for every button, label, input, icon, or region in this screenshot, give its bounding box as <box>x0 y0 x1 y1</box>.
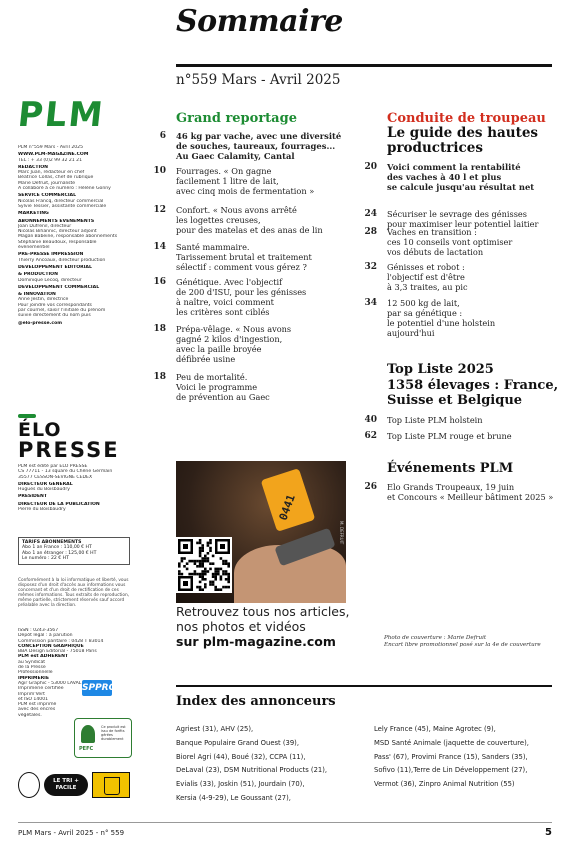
credits-line: Pour joindre vos correspondants <box>18 302 92 308</box>
credits-line: @elo-presse.com <box>18 320 63 326</box>
credits-line: Magali Babeine, responsable abonnements <box>18 234 118 240</box>
index-entry: Sofivo (11),Terre de Lin Développement (27), <box>374 766 528 775</box>
legal-line: CONCEPTION GRAPHIQUE <box>18 643 84 649</box>
credits-line: Joan Dufrenil, directeur <box>18 223 72 229</box>
index-entry: Banque Populaire Grand Ouest (39), <box>176 738 299 747</box>
index-entry: Vermot (36), Zinpro Animal Nutrition (55) <box>374 780 515 789</box>
index-rule <box>176 685 552 687</box>
credits-line: SERVICE COMMERCIAL <box>18 193 77 199</box>
page-number: 5 <box>545 827 552 838</box>
tree-icon <box>81 725 95 743</box>
credits-line: PRÉ-PRESSE IMPRESSION <box>18 252 84 258</box>
toc-entry-text: Top Liste PLM rouge et brune <box>387 431 512 441</box>
legal-line: PLM est imprimé <box>18 702 57 708</box>
toc-page-number: 40 <box>364 415 377 425</box>
credits-block <box>18 145 160 326</box>
toc-entry-text: Confort. « Nous avons arrêté les logettes creuses, pour des matelas et des anas de lin <box>176 205 323 235</box>
credits-line: Sylvie Tessier, assistante commerciale <box>18 203 107 209</box>
credits-line: Nicolas Francq, directeur commercial <box>18 198 104 204</box>
toc-entry-text: Santé mammaire. Tarissement brutal et traitement sélectif : comment vous gérez ? <box>176 242 312 272</box>
publisher-line: Hugues du Boisbaudry <box>18 487 70 493</box>
legal-line: de la Presse <box>18 665 46 671</box>
publisher-line: PRÉSIDENT <box>18 494 47 500</box>
credits-line: RÉDACTION <box>18 164 49 170</box>
issue-rule <box>176 64 552 67</box>
index-entry: Pass' (67), Provimi France (15), Sanders (35), <box>374 752 528 761</box>
toc-page-number: 18 <box>153 372 166 382</box>
legal-line: Dépôt légal : à parution <box>18 633 73 639</box>
leaf-icon <box>18 414 36 418</box>
legal-line: ISSN : 0243-3567 <box>18 628 59 633</box>
toc-entry-text: 46 kg par vache, avec une diversité de souches, taureaux, fourrages... Au Gaec Calamity, Cantal <box>176 131 342 161</box>
toc-entry-text: Prépa-vêlage. « Nous avons gagné 2 kilos d'ingestion, avec la paille broyée défibrée usine <box>176 324 292 364</box>
legal-line: PLM est ADHÉRENT <box>18 654 69 660</box>
plm-logo: PLM <box>15 95 107 135</box>
toc-page-number: 24 <box>364 209 377 219</box>
credits-line: par courriel, saisir l'initiale du prénom <box>18 308 106 314</box>
photo-credit: M. DEFRUIT <box>339 521 344 545</box>
toc-page-number: 20 <box>364 162 377 172</box>
section-title-grand-reportage: Grand reportage <box>176 111 297 126</box>
index-entry: MSD Santé Animale (jaquette de couverture), <box>374 738 529 747</box>
issue-label: n°559 Mars - Avril 2025 <box>176 72 341 88</box>
index-entry: Lely France (45), Maine Agrotec (9), <box>374 725 496 733</box>
publisher-line: Pierre du Boisbaudry <box>18 507 66 513</box>
qr-code[interactable] <box>176 537 232 593</box>
toc-entry-text: Top Liste PLM holstein <box>387 415 483 425</box>
toc-entry-text: Elo Grands Troupeaux, 19 juin et Concours « Meilleur bâtiment 2025 » <box>387 482 554 502</box>
toc-page-number: 10 <box>153 166 166 176</box>
legal-line: avec des encres <box>18 707 56 713</box>
legal-line: IMPRIMERIE <box>18 675 49 681</box>
legal-line: et ISO 14001 <box>18 696 49 702</box>
credits-line: & PRODUCTION <box>18 272 58 278</box>
toc-entry-text: Génisses et robot : l'objectif est d'être à 3,3 traites, au pic <box>387 262 468 292</box>
credits-line: & INNOVATION <box>18 292 56 298</box>
credits-line: WWW.PLM-MAGAZINE.COM <box>18 152 89 158</box>
credits-line: Nicolas Bihannic, directeur adjoint <box>18 229 97 235</box>
conduite-headline: Le guide des hautes productrices <box>387 125 539 156</box>
credits-line: Stéphanie Beaudoux, responsable <box>18 239 97 245</box>
index-title: Index des annonceurs <box>176 694 336 709</box>
legal-info-block <box>18 628 136 718</box>
toc-entry-text: Peu de mortalité. Voici le programme de prévention au Gaec <box>176 372 270 402</box>
index-entry: DeLaval (23), DSM Nutritional Products (21), <box>176 766 328 775</box>
top-liste-headline: Top Liste 2025 1358 élevages : France, Suisse et Belgique <box>387 362 559 408</box>
credits-line: événementiel <box>18 245 50 251</box>
publisher-line: 35577 CESSON-SÉVIGNÉ CEDEX <box>18 474 93 480</box>
toc-entry-text: Fourrages. « On gagne facilement 1 litre de lait, avec cinq mois de fermentation » <box>176 166 315 196</box>
credits-line: Marie Defruit, journaliste <box>18 180 76 186</box>
legal-notice: Conformément à la loi informatique et liberté, vous disposez d'un droit d'accès aux informations vous concernant et d'un droit de rectification de ces mêmes informations. Tous extraits de reproduction, même partielle, strictement réservés sauf accord préalable avec la direction. <box>18 578 130 608</box>
elo-presse-logo: ÉLO PRESSE <box>18 420 108 460</box>
events-headline: Événements PLM <box>387 461 514 476</box>
credits-line: ABONNEMENTS ÉVÉNEMENTS <box>18 218 95 224</box>
index-entry: Agriest (31), AHV (25), <box>176 725 254 733</box>
recycling-person-icon <box>18 772 40 798</box>
publisher-block <box>18 464 160 512</box>
toc-page-number: 14 <box>153 242 166 252</box>
legal-line: végétales. <box>18 712 42 718</box>
toc-page-number: 28 <box>364 227 377 237</box>
sppro-logo: SPPRO <box>82 680 112 696</box>
legal-line: BBA Design Editorial - 75018 Paris <box>18 649 97 655</box>
toc-entry-text: Voici comment la rentabilité des vaches à 40 l et plus se calcule jusqu'au résultat net <box>387 162 535 192</box>
ear-tag-number: 0441 <box>276 492 298 523</box>
toc-entry-text: 12 500 kg de lait, par sa génétique : le potentiel d'une holstein aujourd'hui <box>387 298 496 338</box>
toc-page-number: 34 <box>364 298 377 308</box>
credits-line: Béatrice Collas, chef de rubrique <box>18 175 94 181</box>
promo-block: Retrouvez tous nos articles, nos photos et vidéos sur plm-magazine.com <box>176 604 376 649</box>
legal-line: Agir Graphic - 53000 LAVAL <box>18 680 82 686</box>
legal-line: Commission paritaire : 0428 T 83014 <box>18 638 104 644</box>
legal-line: au Syndicat <box>18 659 46 665</box>
index-column-1 <box>176 723 327 806</box>
toc-entry-text: Sécuriser le sevrage des génisses pour maximiser leur potentiel laitier <box>387 209 539 229</box>
credits-line: Thierry Ancoaux, directeur production <box>18 257 106 263</box>
credits-line: suivie directement du nom puis <box>18 313 91 319</box>
toc-entry-text: Vaches en transition : ces 10 conseils vont optimiser vos débuts de lactation <box>387 227 513 257</box>
index-entry: Kersia (4-9-29), Le Goussant (27), <box>176 793 291 802</box>
footer-rule <box>18 822 552 823</box>
toc-page-number: 18 <box>153 324 166 334</box>
credits-line: Anne Jestin, directrice <box>18 297 69 303</box>
credits-line: DÉVELOPPEMENT ÉDITORIAL <box>18 264 92 270</box>
index-entry: Evialis (33), Joskin (51), Jourdain (70), <box>176 780 305 789</box>
credits-line: A collaboré à ce numéro : Hélène Gonny <box>18 186 111 192</box>
toc-entry-text: Génétique. Avec l'objectif de 200 d'ISU, pour les génisses à naître, voici comment les critères sont ciblés <box>176 277 307 317</box>
credits-line: MARKETING <box>18 211 49 217</box>
page-title: Sommaire <box>176 4 343 39</box>
credits-line: Dominique Lecoq, directeur <box>18 277 82 283</box>
publisher-line: PLM est édité par ÉLO PRESSE <box>18 464 88 469</box>
tri-logo: LE TRI + FACILE <box>18 772 132 800</box>
index-entry: Biorel Agri (44), Boué (32), CCPA (11), <box>176 752 306 761</box>
credits-line: DÉVELOPPEMENT COMMERCIAL <box>18 284 100 290</box>
section-title-conduite: Conduite de troupeau <box>387 111 546 126</box>
toc-page-number: 62 <box>364 431 377 441</box>
credits-line: TEL : + 33 (0)2 99 32 21 21 <box>18 157 83 163</box>
toc-page-number: 12 <box>153 205 166 215</box>
toc-page-number: 26 <box>364 482 377 492</box>
legal-line: Professionnelle <box>18 670 53 676</box>
legal-line: Imprimerie certifiée <box>18 686 64 692</box>
credits-line: Marc Juan, rédacteur en chef <box>18 170 85 176</box>
toc-page-number: 16 <box>153 277 166 287</box>
legal-line: Imprim'Vert <box>18 691 45 697</box>
recycling-bin-icon <box>92 772 130 798</box>
pefc-logo: PEFC Ce produit est issu de forêts gérées durablement <box>74 718 132 758</box>
tarifs-box: TARIFS ABONNEMENTS Abo 1 an France : 110,00 € HT Abo 1 an étranger : 125,00 € HT Le numéro : 22 € HT <box>18 537 130 565</box>
publisher-line: DIRECTEUR DE LA PUBLICATION <box>18 501 100 507</box>
publisher-line: DIRECTEUR GÉNÉRAL <box>18 481 73 487</box>
credits-line: PLM n°559 Mars - Avril 2025 <box>18 145 84 150</box>
cover-credit: Photo de couverture : Marie Defruit Encart libre promotionnel posé sur la 4e de couverture <box>384 635 541 648</box>
website-link[interactable]: sur plm-magazine.com <box>176 634 336 649</box>
cover-photo <box>176 461 346 603</box>
toc-page-number: 32 <box>364 262 377 272</box>
publisher-line: CS 77711 - 13 square du Chêne Germain <box>18 469 113 475</box>
footer-text: PLM Mars - Avril 2025 - n° 559 <box>18 829 125 837</box>
index-column-2 <box>374 723 529 792</box>
toc-page-number: 6 <box>159 131 166 141</box>
